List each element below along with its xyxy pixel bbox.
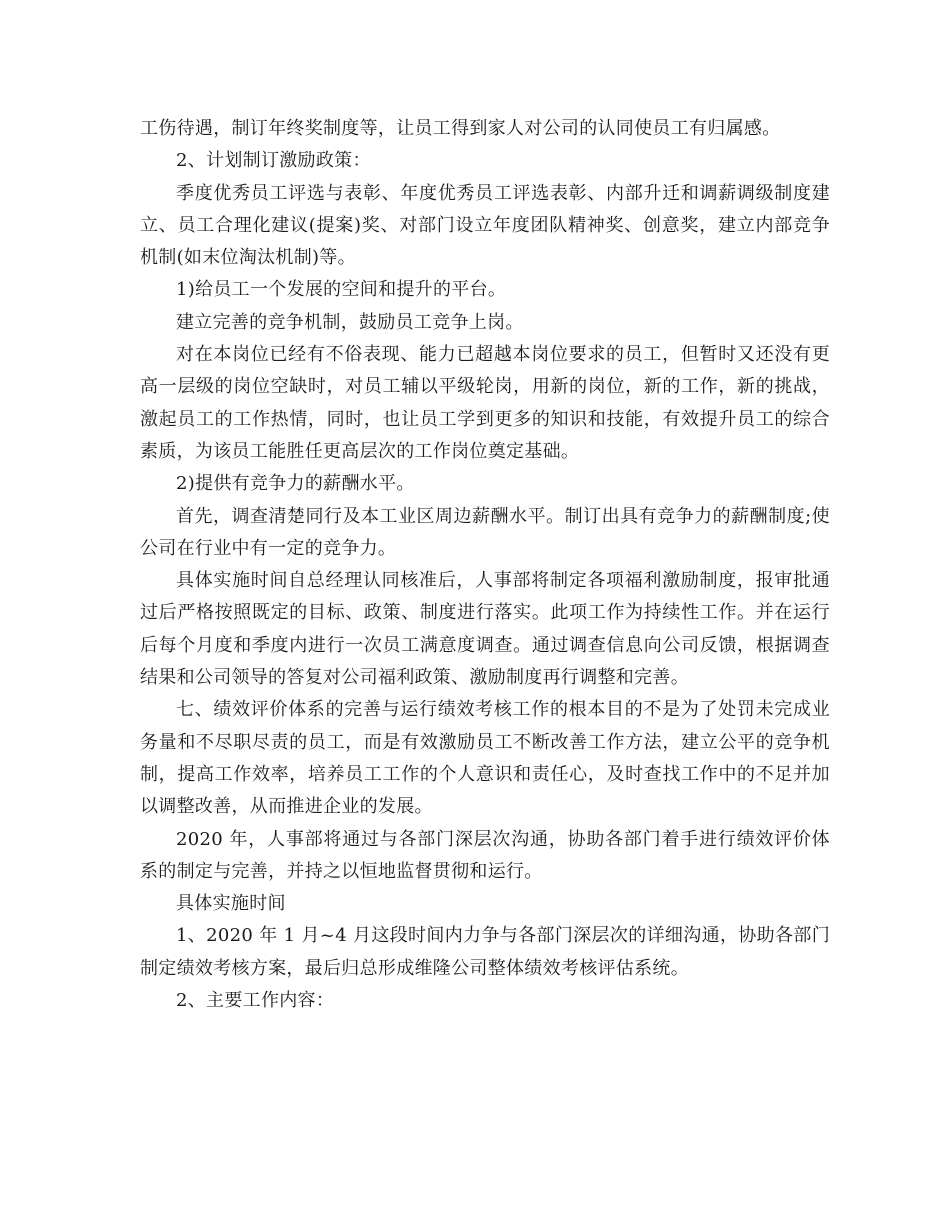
paragraph-subheading-development: 1)给员工一个发展的空间和提升的平台。 [176, 279, 507, 301]
paragraph-2020-plan: 2020 年，人事部将通过与各部门深层次沟通，协助各部门着手进行绩效评价体系的制定与完善，并持之以恒地监督贯彻和运行。 [140, 828, 830, 882]
paragraph-implementation-time: 具体实施时间 [176, 893, 286, 915]
paragraph-subheading-salary: 2)提供有竞争力的薪酬水平。 [176, 473, 415, 495]
paragraph-job-rotation: 对在本岗位已经有不俗表现、能力已超越本岗位要求的员工，但暂时又还没有更高一层级的岗位空缺时，对员工辅以平级轮岗，用新的岗位，新的工作，新的挑战，激起员工的工作热情，同时，也让员工学到更多的知识和技能，有效提升员工的综合素质，为该员工能胜任更高层次的工作岗位奠定基础。 [140, 344, 830, 462]
paragraph-salary-survey: 首先，调查清楚同行及本工业区周边薪酬水平。制订出具有竞争力的薪酬制度;使公司在行业中有一定的竞争力。 [140, 505, 830, 559]
paragraph-heading-incentive-policy: 2、计划制订激励政策： [176, 150, 371, 172]
paragraph-schedule-jan-apr: 1、2020 年 1 月~4 月这段时间内力争与各部门深层次的详细沟通，协助各部门制定绩效考核方案，最后归总形成维隆公司整体绩效考核评估系统。 [140, 925, 830, 979]
paragraph-incentive-items: 季度优秀员工评选与表彰、年度优秀员工评选表彰、内部升迁和调薪调级制度建立、员工合理化建议(提案)奖、对部门设立年度团队精神奖、创意奖，建立内部竞争机制(如末位淘汰机制)等。 [140, 182, 830, 269]
document-body [140, 113, 830, 1017]
paragraph-continuation: 工伤待遇，制订年终奖制度等，让员工得到家人对公司的认同使员工有归属感。 [140, 118, 781, 139]
paragraph-implementation: 具体实施时间自总经理认同核准后，人事部将制定各项福利激励制度，报审批通过后严格按照既定的目标、政策、制度进行落实。此项工作为持续性工作。并在运行后每个月度和季度内进行一次员工满意度调查。通过调查信息向公司反馈，根据调查结果和公司领导的答复对公司福利政策、激励制度再行调整和完善。 [140, 570, 830, 689]
paragraph-competition-mechanism: 建立完善的竞争机制，鼓励员工竞争上岗。 [176, 311, 524, 333]
paragraph-main-work: 2、主要工作内容： [176, 990, 335, 1012]
paragraph-performance-system: 七、绩效评价体系的完善与运行绩效考核工作的根本目的不是为了处罚未完成业务量和不尽职尽责的员工，而是有效激励员工不断改善工作方法，建立公平的竞争机制，提高工作效率，培养员工工作的个人意识和责任心，及时查找工作中的不足并加以调整改善，从而推进企业的发展。 [140, 699, 830, 818]
